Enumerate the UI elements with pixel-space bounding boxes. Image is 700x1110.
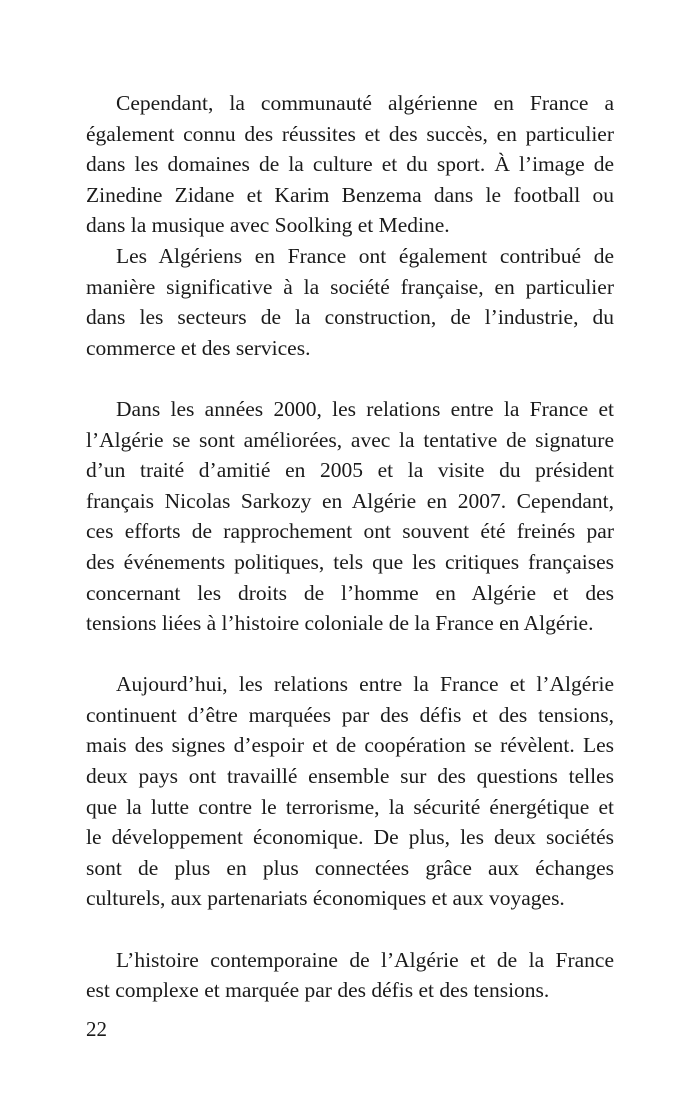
text-line: Aujourd’hui, les relations entre la France et l’Algérie (116, 672, 614, 697)
text-line: que la lutte contre le terrorisme, la sécurité énergétique et (86, 794, 614, 819)
text-line: concernant les droits de l’homme en Algérie et des (86, 580, 614, 605)
text-line: l’Algérie se sont améliorées, avec la tentative de signature (86, 427, 614, 452)
text-line: continuent d’être marquées par des défis et des tensions, (86, 702, 614, 727)
text-line: dans les secteurs de la construction, de l’industrie, du (86, 305, 614, 330)
page-number: 22 (86, 1017, 107, 1041)
text-line: est complexe et marquée par des défis et des tensions. (86, 978, 550, 1003)
paragraph (86, 241, 614, 363)
text-line: commerce et des services. (86, 335, 311, 360)
text-line: ces efforts de rapprochement ont souvent été freinés par (86, 519, 614, 544)
text-line: des événements politiques, tels que les critiques françaises (86, 549, 614, 574)
text-line: français Nicolas Sarkozy en Algérie en 2007. Cependant, (86, 488, 614, 513)
text-line: sont de plus en plus connectées grâce aux échanges (86, 855, 614, 880)
paragraph (86, 669, 614, 914)
text-line: également connu des réussites et des succès, en particulier (86, 121, 614, 146)
text-line: le développement économique. De plus, les deux sociétés (86, 825, 614, 850)
paragraph (86, 394, 614, 639)
text-line: Les Algériens en France ont également contribué de (116, 243, 614, 268)
text-line: Dans les années 2000, les relations entre la France et (116, 396, 614, 421)
text-line: mais des signes d’espoir et de coopération se révèlent. Les (86, 733, 614, 758)
text-line: culturels, aux partenariats économiques et aux voyages. (86, 886, 565, 911)
text-line: manière significative à la société française, en particulier (86, 274, 614, 299)
text-line: deux pays ont travaillé ensemble sur des questions telles (86, 764, 614, 789)
text-line: Zinedine Zidane et Karim Benzema dans le football ou (86, 182, 614, 207)
page-body (86, 88, 614, 1006)
text-line: dans les domaines de la culture et du sport. À l’image de (86, 152, 614, 177)
paragraph (86, 945, 614, 1006)
text-line: Cependant, la communauté algérienne en France a (116, 91, 614, 115)
text-line: L’histoire contemporaine de l’Algérie et de la France (116, 947, 614, 972)
text-line: d’un traité d’amitié en 2005 et la visite du président (86, 458, 614, 483)
text-line: dans la musique avec Soolking et Medine. (86, 213, 450, 238)
paragraph (86, 88, 614, 241)
text-line: tensions liées à l’histoire coloniale de la France en Algérie. (86, 611, 594, 636)
